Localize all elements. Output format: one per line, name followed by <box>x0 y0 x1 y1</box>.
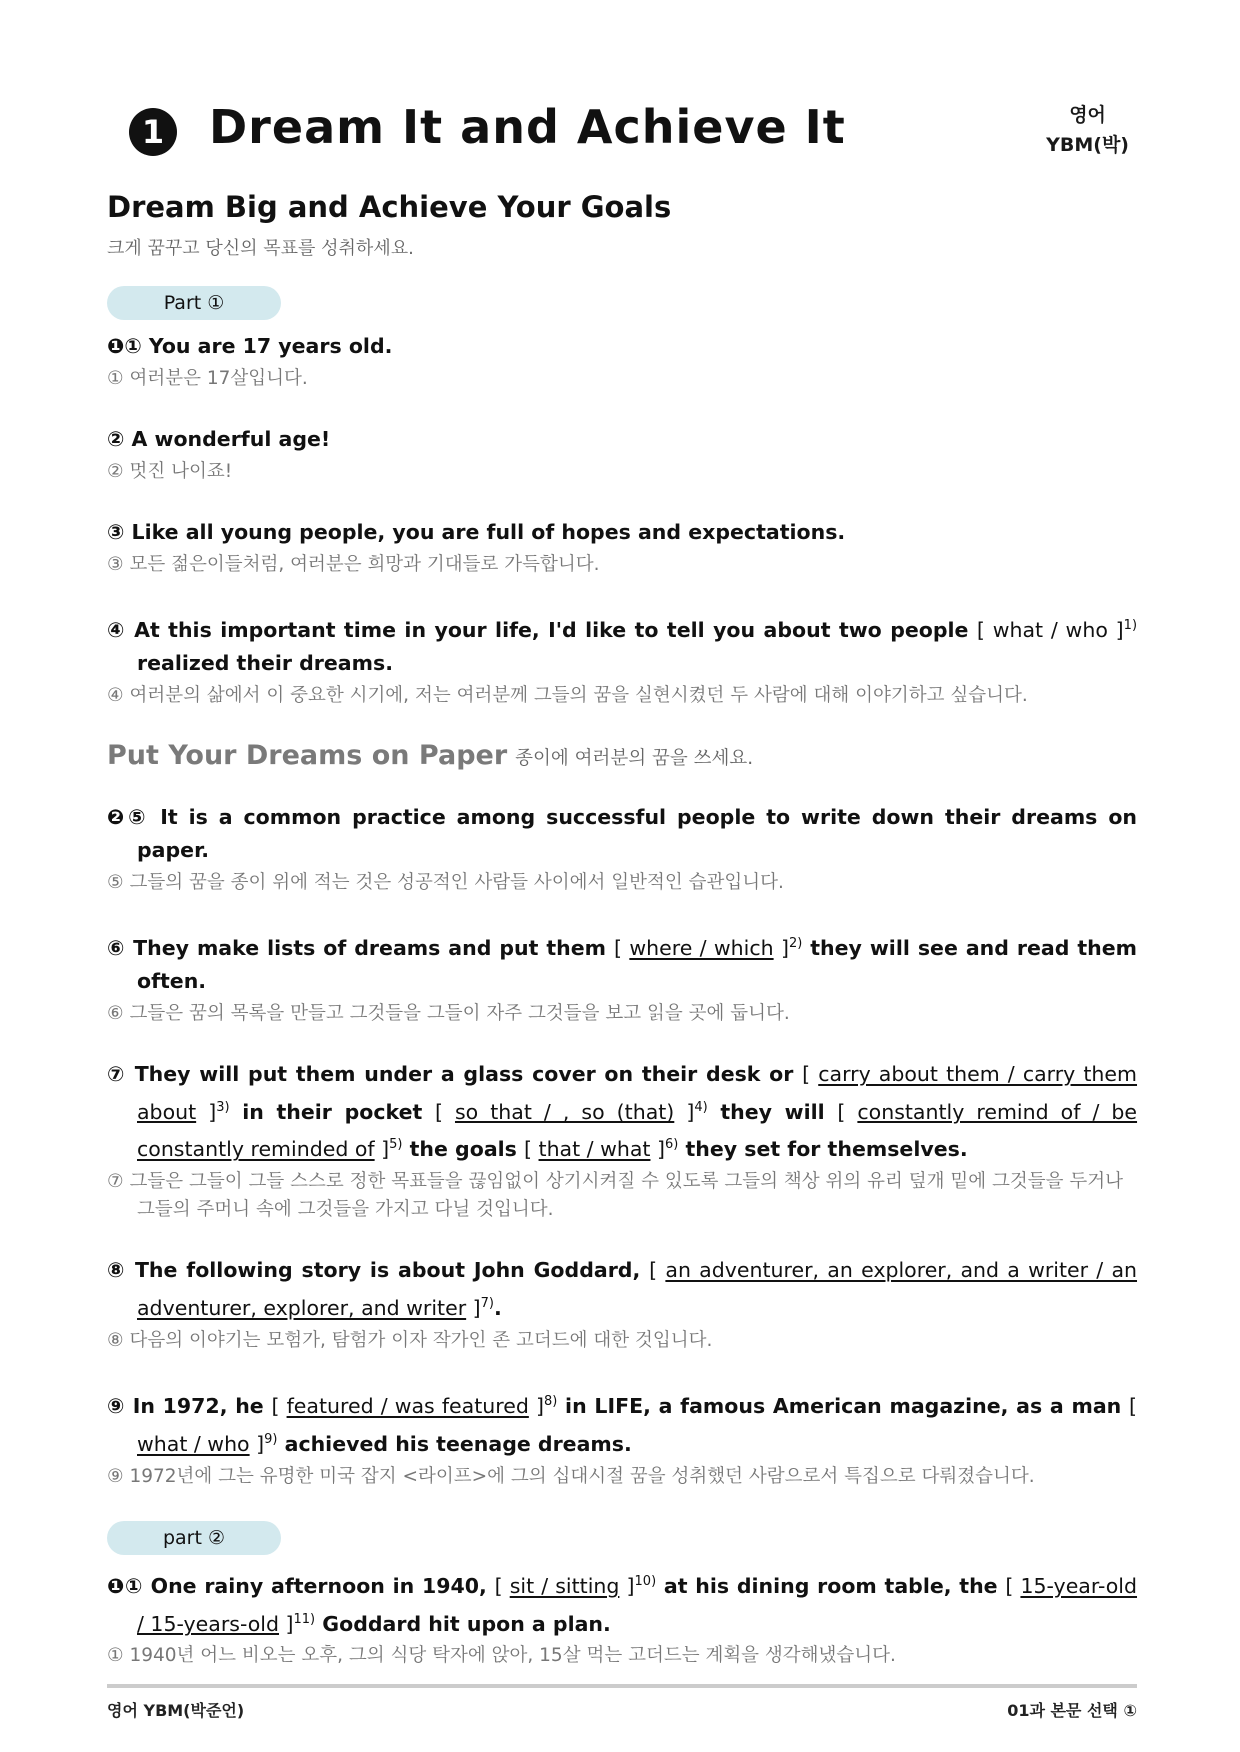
choice-bracket: [ 15-year-old / 15-years-old ] <box>137 1573 1138 1636</box>
sentence-text: At this important time in your life, I'd like to tell you about two people <box>134 617 977 642</box>
sentence-number: ⑧ <box>107 1258 135 1283</box>
question-number: 8) <box>543 1394 558 1410</box>
section-heading <box>107 190 1137 260</box>
sentence-item <box>107 1565 1137 1671</box>
choice-options: what / who <box>137 1431 250 1456</box>
choice-bracket: [ carry about them / carry them about ] <box>137 1061 1138 1124</box>
sentence-text: . <box>494 1296 502 1321</box>
question-number: 6) <box>664 1137 679 1153</box>
korean-translation: ① 여러분은 17살입니다. <box>107 368 308 389</box>
choice-bracket: [ what / who ] <box>137 1393 1137 1456</box>
question-number: 3) <box>216 1099 230 1115</box>
sentence-text: One rainy afternoon in 1940, <box>150 1573 495 1598</box>
choice-bracket: [ where / which ] <box>614 935 789 960</box>
choice-bracket: [ that / what ] <box>524 1137 665 1162</box>
sentence-item <box>107 1254 1137 1355</box>
page-header <box>107 0 1137 190</box>
question-number: 10) <box>634 1573 657 1589</box>
choice-options: constantly remind of / be constantly reminded of <box>137 1099 1138 1162</box>
korean-translation: ⑥ 그들은 꿈의 목록을 만들고 그것들을 그들이 자주 그것들을 보고 읽을 곳에 둡니다. <box>107 1002 790 1024</box>
sentence-text: in their pocket <box>229 1099 435 1124</box>
sentence-text: They make lists of dreams and put them <box>133 935 614 960</box>
sentence-text: in LIFE, a famous American magazine, as a man <box>557 1393 1129 1418</box>
choice-options: an adventurer, an explorer, and a writer / an adventurer, explorer, and writer <box>137 1258 1138 1321</box>
subject-info <box>1046 100 1129 160</box>
question-number: 9) <box>264 1431 278 1447</box>
sentence-item <box>107 423 1137 486</box>
sentence-item <box>107 609 1137 710</box>
sentence-text: In 1972, he <box>132 1393 272 1418</box>
sentence-number: ④ <box>107 617 135 642</box>
choice-options: carry about them / carry them about <box>137 1061 1138 1124</box>
sentence-text: Goddard hit upon a plan. <box>315 1611 611 1636</box>
section-title: Dream Big and Achieve Your Goals <box>107 190 672 224</box>
korean-translation: ② 멋진 나이죠! <box>107 461 233 482</box>
sentence-text: A wonderful age! <box>131 427 331 451</box>
section-subtitle: 종이에 여러분의 꿈을 쓰세요. <box>515 747 754 769</box>
sentence-text: at his dining room table, the <box>656 1573 1006 1598</box>
english-sentence <box>107 330 1137 363</box>
english-sentence <box>107 516 1137 549</box>
korean-translation: ⑧ 다음의 이야기는 모험가, 탐험가 이자 작가인 존 고더드에 대한 것입니다. <box>107 1330 713 1352</box>
section-subtitle: 크게 꿈꾸고 당신의 목표를 성취하세요. <box>107 238 414 259</box>
english-sentence <box>107 801 1137 867</box>
english-sentence <box>107 1058 1137 1167</box>
sentence-text: Like all young people, you are full of hopes and expectations. <box>131 520 846 544</box>
sentence-number: ⑨ <box>107 1393 133 1418</box>
sentence-item <box>107 801 1137 897</box>
choice-options: featured / was featured <box>286 1393 529 1418</box>
english-sentence <box>107 1385 1137 1461</box>
choice-bracket: [ constantly remind of / be constantly reminded of ] <box>137 1099 1138 1162</box>
sentence-text: realized their dreams. <box>137 650 393 675</box>
footer-left-text: 영어 YBM(박준언) <box>107 1701 245 1720</box>
choice-options: sit / sitting <box>509 1573 620 1598</box>
sentence-number: ③ <box>107 520 132 544</box>
korean-translation: ① 1940년 어느 비오는 오후, 그의 식당 탁자에 앉아, 15살 먹는 고더드는 계획을 생각해냈습니다. <box>107 1645 896 1667</box>
lesson-number-badge: 1 <box>129 108 177 156</box>
choice-bracket: [ an adventurer, an explorer, and a writer / an adventurer, explorer, and writer ] <box>137 1258 1138 1321</box>
question-number: 11) <box>293 1611 316 1627</box>
part-label: Part ① <box>107 286 281 320</box>
choice-bracket: [ sit / sitting ] <box>494 1573 635 1598</box>
sentence-number: ⑥ <box>107 935 134 960</box>
sentence-text: The following story is about John Goddard, <box>134 1258 650 1283</box>
sentence-item <box>107 1385 1137 1491</box>
english-sentence <box>107 1254 1137 1325</box>
english-sentence <box>107 927 1137 998</box>
korean-translation: ③ 모든 젊은이들처럼, 여러분은 희망과 기대들로 가득합니다. <box>107 554 600 575</box>
part-label: part ② <box>107 1521 281 1555</box>
sentence-number: ❷⑤ <box>107 804 161 829</box>
sentence-item <box>107 516 1137 579</box>
question-number: 7) <box>480 1296 494 1312</box>
question-number: 5) <box>389 1137 403 1153</box>
sentence-text: They will put them under a glass cover on their desk or <box>134 1061 803 1086</box>
section-title: Put Your Dreams on Paper <box>107 739 508 771</box>
sentence-text: they will see and read them often. <box>137 935 1138 993</box>
choice-bracket: [ so that / , so (that) ] <box>434 1099 695 1124</box>
sentence-number: ② <box>107 427 132 451</box>
sentence-number: ❶① <box>107 1573 151 1598</box>
document-page <box>107 0 1137 1700</box>
sentence-text: the goals <box>402 1137 525 1162</box>
english-sentence <box>107 1565 1137 1641</box>
sentence-number: ❶① <box>107 334 149 358</box>
korean-translation: ⑦ 그들은 그들이 그들 스스로 정한 목표들을 끊임없이 상기시켜질 수 있도록 그들의 책상 위의 유리 덮개 밑에 그것들을 두거나 그들의 주머니 속에 그것들을 가지고 다닐 것입니다. <box>107 1171 1123 1221</box>
sentence-text: You are 17 years old. <box>148 334 393 358</box>
sentence-text: they set for themselves. <box>678 1137 968 1162</box>
choice-options: where / which <box>629 935 774 960</box>
footer-right-text: 01과 본문 선택 ① <box>1007 1701 1137 1720</box>
choice-options: that / what <box>538 1137 651 1162</box>
korean-translation: ⑤ 그들의 꿈을 종이 위에 적는 것은 성공적인 사람들 사이에서 일반적인 습관입니다. <box>107 871 784 893</box>
sentence-text: achieved his teenage dreams. <box>277 1431 632 1456</box>
korean-translation: ④ 여러분의 삶에서 이 중요한 시기에, 저는 여러분께 그들의 꿈을 실현시켰던 두 사람에 대해 이야기하고 싶습니다. <box>107 684 1028 706</box>
section-heading <box>107 740 1137 771</box>
english-sentence <box>107 609 1137 680</box>
sentence-item <box>107 1058 1137 1225</box>
sentence-text: It is a common practice among successful people to write down their dreams on paper. <box>137 804 1137 862</box>
sentence-number: ⑦ <box>107 1061 135 1086</box>
sentence-text: they will <box>707 1099 838 1124</box>
subject-name: 영어 <box>1069 104 1106 126</box>
question-number: 4) <box>694 1099 708 1115</box>
sentence-item <box>107 927 1137 1028</box>
english-sentence <box>107 423 1137 456</box>
korean-translation: ⑨ 1972년에 그는 유명한 미국 잡지 <라이프>에 그의 십대시절 꿈을 성취했던 사람으로서 특집으로 다뤄졌습니다. <box>107 1465 1035 1487</box>
choice-options: 15-year-old / 15-years-old <box>137 1573 1138 1636</box>
choice-bracket: [ what / who ] <box>976 617 1124 642</box>
textbook-name: YBM(박) <box>1046 134 1129 156</box>
footer-divider <box>107 1684 1137 1688</box>
sentence-item <box>107 330 1137 393</box>
question-number: 2) <box>788 935 803 951</box>
choice-bracket: [ featured / was featured ] <box>271 1393 544 1418</box>
lesson-title: Dream It and Achieve It <box>209 100 846 154</box>
question-number: 1) <box>1123 618 1138 633</box>
choice-options: so that / , so (that) <box>454 1099 675 1124</box>
